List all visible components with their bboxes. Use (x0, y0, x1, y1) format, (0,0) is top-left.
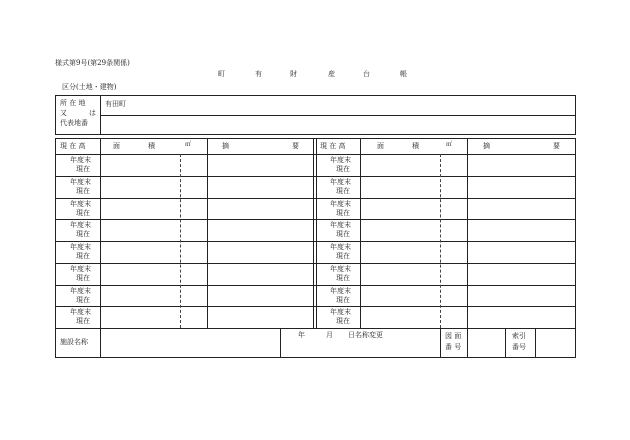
area-unit: ㎡ (185, 141, 192, 148)
rule (55, 134, 576, 135)
rule (575, 138, 576, 358)
current-label: 現在 (336, 230, 350, 238)
area-header: 面 (113, 142, 120, 150)
map-number-label: 番 号 (445, 343, 462, 351)
facility-name-label: 施設名称 (60, 338, 88, 346)
rule (100, 138, 101, 358)
current-label: 現在 (336, 209, 350, 217)
title-char: 産 (328, 70, 335, 78)
rule (280, 328, 281, 358)
title-char: 財 (290, 70, 297, 78)
index-number-label: 番号 (512, 343, 526, 351)
year-end-label: 年度末 (330, 200, 351, 208)
date-name-change: 日名称変更 (348, 331, 383, 339)
rule (467, 138, 468, 329)
current-label: 現在 (336, 252, 350, 260)
summary-header: 摘 (222, 142, 229, 150)
area-unit: ㎡ (446, 141, 453, 148)
summary-header: 要 (292, 142, 299, 150)
current-amount-header: 現 在 高 (60, 142, 86, 150)
representative-lot-label: 代表地番 (60, 119, 88, 127)
map-number-label: 図 面 (445, 332, 462, 340)
rule (467, 328, 468, 358)
date-year: 年 (298, 331, 305, 339)
summary-header: 摘 (483, 142, 490, 150)
title-char: 帳 (400, 70, 407, 78)
rule (535, 328, 536, 358)
year-end-label: 年度末 (330, 221, 351, 229)
current-label: 現在 (336, 296, 350, 304)
current-label: 現在 (76, 296, 90, 304)
title-char: 有 (255, 70, 262, 78)
title-char: 台 (363, 70, 370, 78)
title-char: 町 (218, 70, 225, 78)
year-end-label: 年度末 (330, 265, 351, 273)
summary-header: 要 (553, 142, 560, 150)
rule (440, 328, 441, 358)
current-label: 現在 (76, 165, 90, 173)
year-end-label: 年度末 (70, 287, 91, 295)
rule (207, 138, 208, 329)
year-end-label: 年度末 (70, 265, 91, 273)
form-number: 様式第9号(第29条関係) (55, 59, 130, 67)
rule (313, 138, 314, 329)
classification-label: 区分(土地・建物) (62, 83, 117, 91)
dotted-divider (440, 154, 441, 328)
current-label: 現在 (336, 165, 350, 173)
year-end-label: 年度末 (70, 243, 91, 251)
index-number-label: 索引 (512, 332, 526, 340)
rule (505, 328, 506, 358)
year-end-label: 年度末 (330, 308, 351, 316)
rule (100, 95, 101, 135)
year-end-label: 年度末 (70, 178, 91, 186)
year-end-label: 年度末 (70, 308, 91, 316)
area-header: 積 (148, 142, 155, 150)
rule (55, 95, 56, 135)
current-label: 現在 (76, 209, 90, 217)
year-end-label: 年度末 (70, 156, 91, 164)
rule (360, 138, 361, 329)
rule (55, 95, 576, 96)
rule (575, 95, 576, 135)
current-label: 現在 (336, 187, 350, 195)
year-end-label: 年度末 (330, 178, 351, 186)
current-label: 現在 (76, 252, 90, 260)
year-end-label: 年度末 (70, 221, 91, 229)
current-amount-header: 現 在 高 (320, 142, 346, 150)
area-header: 面 (377, 142, 384, 150)
current-label: 現在 (76, 274, 90, 282)
current-label: 現在 (76, 187, 90, 195)
location-value: 有田町 (105, 100, 126, 108)
year-end-label: 年度末 (330, 156, 351, 164)
current-label: 現在 (76, 317, 90, 325)
rule (316, 138, 317, 329)
dotted-divider (180, 154, 181, 328)
rule (55, 138, 56, 358)
year-end-label: 年度末 (330, 243, 351, 251)
area-header: 積 (412, 142, 419, 150)
current-label: 現在 (336, 317, 350, 325)
label-char: 又 (60, 109, 67, 117)
rule (100, 115, 576, 116)
year-end-label: 年度末 (70, 200, 91, 208)
current-label: 現在 (336, 274, 350, 282)
label-char: は (89, 109, 96, 117)
rule (55, 357, 576, 358)
location-label: 所 在 地 (60, 99, 86, 107)
date-month: 月 (326, 331, 333, 339)
current-label: 現在 (76, 230, 90, 238)
year-end-label: 年度末 (330, 287, 351, 295)
location-label-or (60, 110, 96, 117)
